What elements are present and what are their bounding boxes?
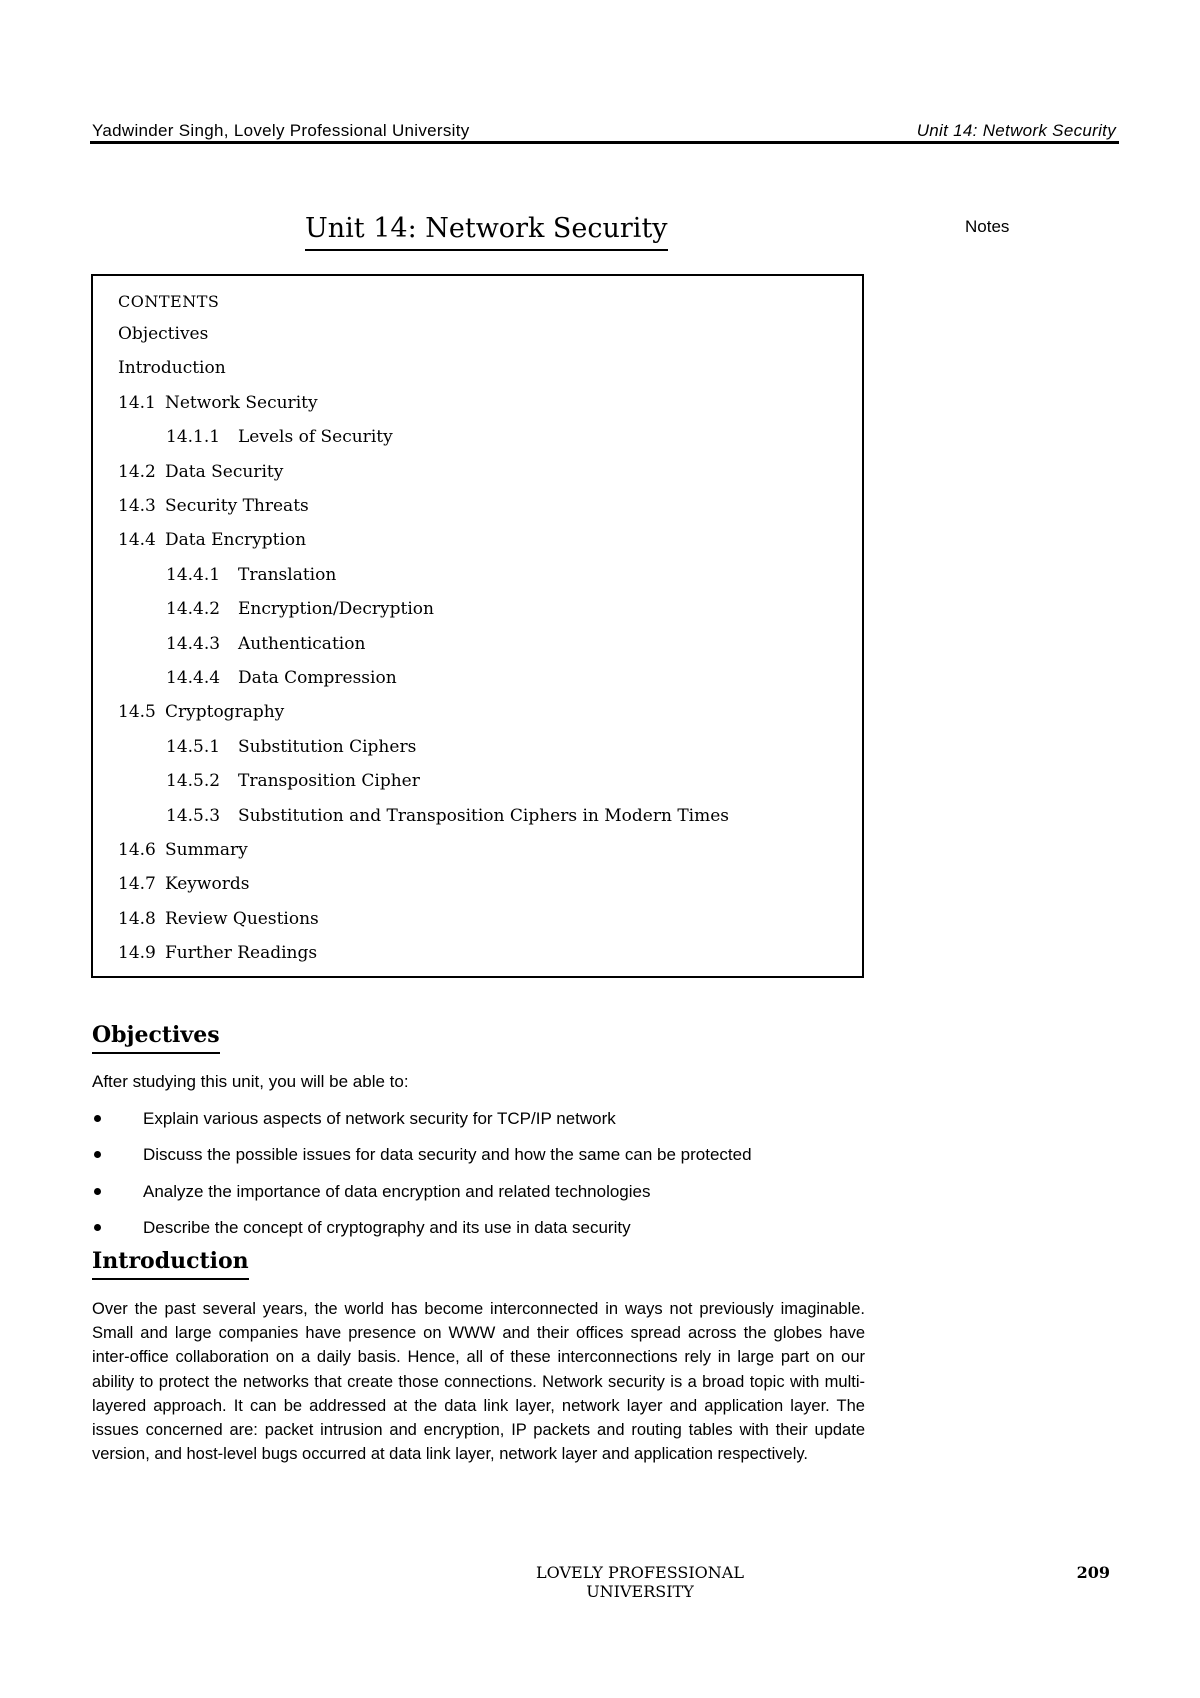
objective-text: Discuss the possible issues for data security and how the same can be protected bbox=[143, 1145, 752, 1165]
objective-item bbox=[92, 1109, 616, 1129]
notes-margin-label: Notes bbox=[965, 217, 1010, 236]
contents-item bbox=[118, 462, 283, 482]
contents-item-number: 14.9 bbox=[118, 943, 156, 964]
contents-item bbox=[166, 599, 434, 619]
contents-item-number: 14.4.1 bbox=[166, 564, 221, 585]
footer-university: LOVELY PROFESSIONAL UNIVERSITY bbox=[536, 1563, 744, 1601]
contents-item-number: 14.3 bbox=[118, 496, 156, 516]
bullet-icon bbox=[94, 1224, 101, 1231]
contents-item-number: 14.8 bbox=[118, 908, 156, 929]
contents-item bbox=[118, 702, 284, 722]
contents-item bbox=[118, 530, 306, 550]
contents-item-number: 14.5.2 bbox=[166, 771, 221, 792]
contents-item-number: 14.1.1 bbox=[166, 427, 221, 448]
contents-item-number: 14.7 bbox=[118, 874, 156, 895]
contents-item bbox=[118, 840, 248, 860]
contents-item-label: Network Security bbox=[165, 392, 318, 413]
contents-item-number: 14.4.4 bbox=[166, 668, 221, 688]
contents-item bbox=[118, 324, 208, 344]
contents-item-number: 14.6 bbox=[118, 840, 156, 860]
contents-item bbox=[118, 358, 226, 378]
contents-item bbox=[166, 806, 729, 826]
bullet-icon bbox=[94, 1188, 101, 1195]
contents-item-label: Data Compression bbox=[238, 668, 397, 688]
contents-item bbox=[166, 771, 420, 791]
header-rule bbox=[90, 141, 1119, 144]
contents-heading: CONTENTS bbox=[118, 292, 220, 311]
contents-item bbox=[118, 874, 249, 894]
contents-item-label: Translation bbox=[238, 564, 337, 585]
contents-item-label: Data Security bbox=[165, 461, 284, 482]
page-title: Unit 14: Network Security bbox=[305, 213, 668, 251]
contents-item bbox=[118, 943, 317, 963]
contents-item-number: 14.5 bbox=[118, 702, 156, 723]
contents-item-label: Substitution Ciphers bbox=[238, 736, 417, 757]
contents-item-label: Introduction bbox=[118, 358, 226, 379]
objective-text: Describe the concept of cryptography and its use in data security bbox=[143, 1217, 631, 1237]
contents-item-label: Review Questions bbox=[165, 908, 319, 929]
contents-item-label: Levels of Security bbox=[238, 427, 393, 448]
bullet-icon bbox=[94, 1151, 101, 1158]
contents-item bbox=[118, 496, 309, 516]
objective-item bbox=[92, 1145, 752, 1165]
contents-item-label: Encryption/Decryption bbox=[238, 599, 434, 620]
contents-item-label: Objectives bbox=[118, 324, 209, 344]
contents-item-label: Security Threats bbox=[165, 496, 309, 516]
objective-text: Analyze the importance of data encryption and related technologies bbox=[143, 1181, 651, 1201]
contents-item bbox=[118, 909, 319, 929]
contents-item bbox=[166, 565, 336, 585]
contents-item-label: Substitution and Transposition Ciphers in Modern Times bbox=[238, 805, 730, 826]
contents-item bbox=[166, 668, 397, 688]
contents-item-label: Authentication bbox=[238, 633, 366, 654]
objectives-heading: Objectives bbox=[92, 1022, 220, 1054]
introduction-paragraph: Over the past several years, the world has become interconnected in ways not previously imaginable. Small and large companies have presence on WWW and their offices spread across the globes have inter-office collaboration on a daily basis. Hence, all of these interconnections rely in large part on our ability to protect the networks that create those connections. Network security is a broad topic with multi-layered approach. It can be addressed at the data link layer, network layer and application layer. The issues concerned are: packet intrusion and encryption, IP packets and routing tables with their update version, and host-level bugs occurred at data link layer, network layer and application respectively. bbox=[92, 1300, 865, 1464]
contents-item-label: Further Readings bbox=[165, 943, 318, 964]
contents-item bbox=[118, 393, 318, 413]
contents-item-number: 14.4.2 bbox=[166, 599, 221, 620]
objective-item bbox=[92, 1218, 631, 1238]
contents-item bbox=[166, 427, 393, 447]
contents-item-label: Transposition Cipher bbox=[238, 771, 420, 792]
contents-item-label: Cryptography bbox=[165, 702, 285, 723]
contents-item-number: 14.2 bbox=[118, 461, 156, 482]
contents-box bbox=[91, 274, 864, 978]
objectives-intro: After studying this unit, you will be able to: bbox=[92, 1072, 409, 1091]
page-number: 209 bbox=[1076, 1563, 1110, 1582]
introduction-heading: Introduction bbox=[92, 1248, 249, 1280]
contents-item bbox=[166, 634, 365, 654]
contents-item-number: 14.5.1 bbox=[166, 736, 221, 757]
contents-item-number: 14.4.3 bbox=[166, 633, 221, 654]
contents-item-number: 14.1 bbox=[118, 392, 156, 413]
bullet-icon bbox=[94, 1115, 101, 1122]
contents-item-label: Data Encryption bbox=[165, 530, 307, 551]
contents-item-number: 14.4 bbox=[118, 530, 156, 551]
contents-item-label: Keywords bbox=[165, 874, 250, 895]
running-header-author: Yadwinder Singh, Lovely Professional University bbox=[92, 121, 470, 140]
running-header-unit: Unit 14: Network Security bbox=[916, 121, 1116, 140]
objective-text: Explain various aspects of network security for TCP/IP network bbox=[143, 1109, 616, 1128]
contents-item-label: Summary bbox=[165, 840, 248, 860]
contents-item-number: 14.5.3 bbox=[166, 805, 221, 826]
objective-item bbox=[92, 1182, 651, 1202]
contents-item bbox=[166, 737, 416, 757]
